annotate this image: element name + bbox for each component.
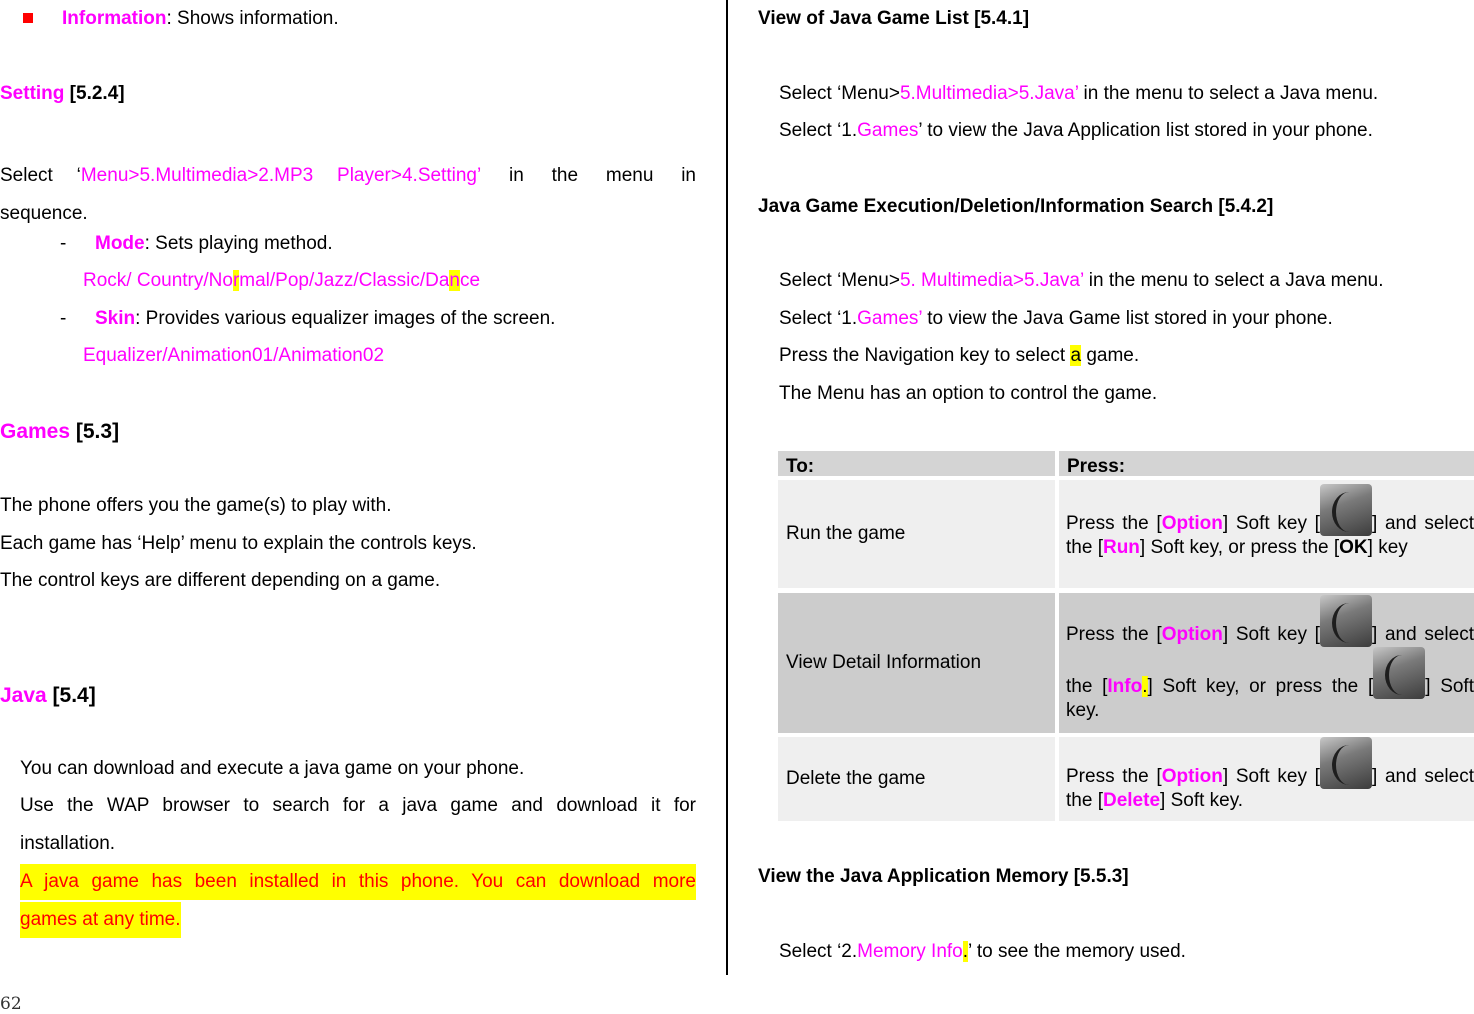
execution-line-3: Press the Navigation key to select a game.: [779, 345, 1140, 366]
table-row-delete-to: Delete the game: [778, 737, 1055, 821]
table-row-info-press: Press the [Option] Soft key [ ] and select the [Info.] Soft key, or press the [ ] Soft key.: [1059, 593, 1474, 733]
java-line-1: You can download and execute a java game on your phone.: [20, 758, 525, 779]
games-line-2: Each game has ‘Help’ menu to explain the controls keys.: [0, 533, 477, 554]
table-header-to: To:: [778, 451, 1055, 476]
setting-instruction: Select ‘Menu>5.Multimedia>2.MP3 Player>4.Setting’ in the menu in sequence.: [0, 165, 697, 224]
table-row-info-to: View Detail Information: [778, 593, 1055, 733]
view-list-line-1: Select ‘Menu>5.Multimedia>5.Java’ in the menu to select a Java menu.: [779, 83, 1379, 104]
square-bullet-icon: [23, 13, 33, 23]
java-line-2b: installation.: [20, 833, 116, 854]
games-line-1: The phone offers you the game(s) to play with.: [0, 495, 392, 516]
table-row-run-press: Press the [Option] Soft key [ ] and select the [Run] Soft key, or press the [OK] key: [1059, 480, 1474, 588]
soft-key-icon: [1320, 737, 1372, 789]
view-list-heading: View of Java Game List [5.4.1]: [758, 8, 1030, 29]
games-heading: Games [5.3]: [0, 420, 120, 443]
skin-options: Equalizer/Animation01/Animation02: [83, 345, 385, 366]
table-row-delete-press: Press the [Option] Soft key [ ] and select the [Delete] Soft key.: [1059, 737, 1474, 821]
execution-line-1: Select ‘Menu>5. Multimedia>5.Java’ in the menu to select a Java menu.: [779, 270, 1384, 291]
setting-heading: Setting [5.2.4]: [0, 83, 125, 104]
soft-key-icon: [1320, 484, 1372, 536]
skin-dash: -: [60, 308, 67, 329]
column-divider: [726, 0, 728, 975]
execution-line-4: The Menu has an option to control the game.: [779, 383, 1158, 404]
skin-line: Skin: Provides various equalizer images of the screen.: [95, 308, 556, 329]
mode-line: Mode: Sets playing method.: [95, 233, 333, 254]
soft-key-icon: [1373, 647, 1425, 699]
mode-dash: -: [60, 233, 67, 254]
java-heading: Java [5.4]: [0, 684, 96, 707]
table-header-press: Press:: [1059, 451, 1474, 476]
view-list-line-2: Select ‘1.Games’ to view the Java Application list stored in your phone.: [779, 120, 1373, 141]
execution-line-2: Select ‘1.Games’ to view the Java Game list stored in your phone.: [779, 308, 1333, 329]
memory-heading: View the Java Application Memory [5.5.3]: [758, 866, 1129, 887]
mode-options: Rock/ Country/Normal/Pop/Jazz/Classic/Dance: [83, 270, 481, 291]
java-note-line-1: A java game has been installed in this phone. You can download more: [20, 864, 696, 900]
games-line-3: The control keys are different depending on a game.: [0, 570, 441, 591]
java-line-2a: Use the WAP browser to search for a java game and download it for: [20, 795, 696, 816]
table-row-run-to: Run the game: [778, 480, 1055, 588]
execution-heading: Java Game Execution/Deletion/Information Search [5.4.2]: [758, 196, 1274, 217]
page-number: 62: [0, 994, 22, 1014]
java-note-line-2: games at any time.: [20, 902, 181, 938]
soft-key-icon: [1320, 595, 1372, 647]
info-bullet-line: Information: Shows information.: [62, 8, 339, 29]
memory-line: Select ‘2.Memory Info.’ to see the memory used.: [779, 941, 1186, 962]
